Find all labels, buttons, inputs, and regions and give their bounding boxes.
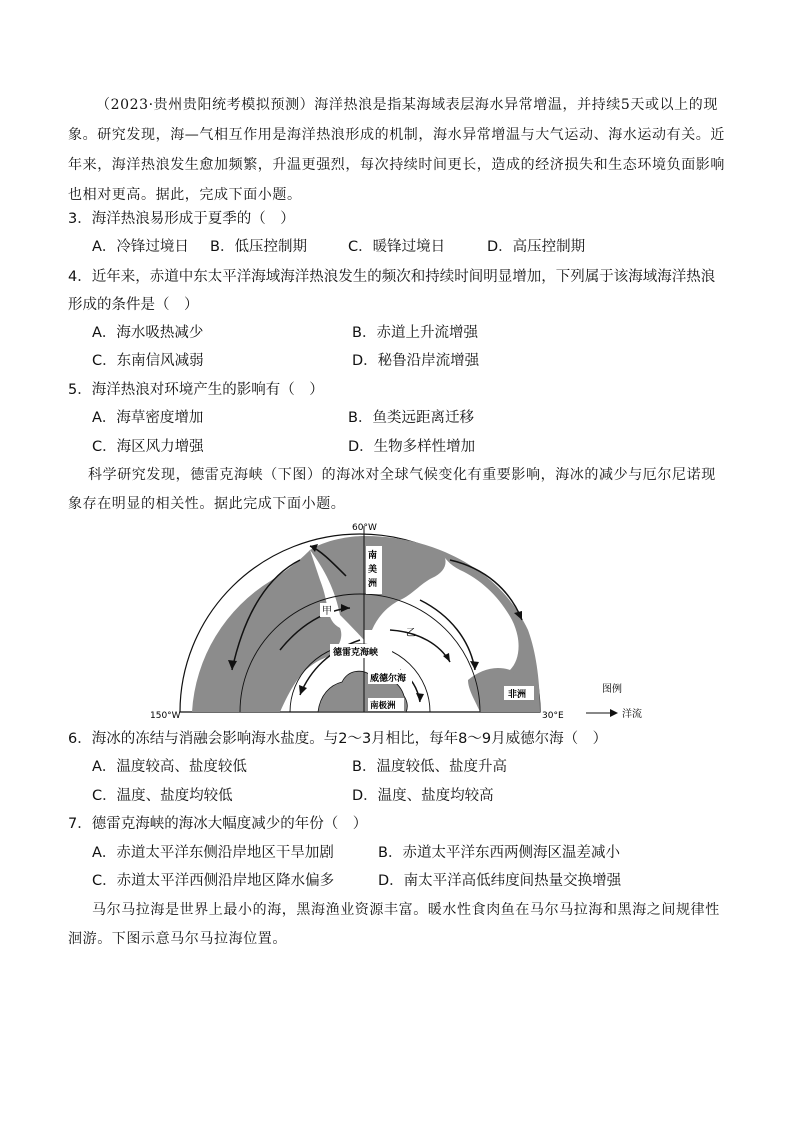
label-south-america-2: 美	[368, 565, 378, 575]
q7-option-d: D．南太平洋高低纬度间热量交换增强	[378, 873, 622, 889]
q3-option-c: C．暖锋过境日	[348, 239, 446, 255]
q5-option-b: B．鱼类远距离迁移	[348, 410, 474, 426]
q6-option-a: A．温度较高、盐度较低	[92, 759, 247, 775]
question-4-stem-line1: 4．近年来，赤道中东太平洋海域海洋热浪发生的频次和持续时间明显增加，下列属于该海域海洋热浪	[68, 269, 716, 285]
q6-option-d: D．温度、盐度均较高	[352, 788, 494, 804]
source-tag: （2023·贵州贵阳统考模拟预测）	[96, 97, 315, 113]
q7-option-a: A．赤道太平洋东侧沿岸地区干旱加剧	[92, 845, 334, 861]
intro-paragraph-1	[68, 90, 728, 210]
legend-arrow-head	[610, 709, 618, 717]
question-5-stem: 5．海洋热浪对环境产生的影响有（ ）	[68, 382, 324, 398]
q3-option-d: D．高压控制期	[487, 239, 586, 255]
label-south-america-1: 南	[368, 551, 378, 561]
intro-paragraph-3	[68, 896, 728, 954]
label-60w: 60°W	[352, 523, 377, 533]
intro-paragraph-2	[68, 461, 728, 519]
label-south-america-3: 洲	[368, 579, 378, 589]
q4-option-a: A．海水吸热减少	[92, 325, 204, 341]
question-3-stem: 3．海洋热浪易形成于夏季的（ ）	[68, 211, 295, 227]
q5-option-a: A．海草密度增加	[92, 410, 204, 426]
map-svg	[150, 520, 670, 720]
drake-passage-map	[150, 520, 670, 720]
label-30e: 30°E	[542, 711, 564, 720]
legend-title: 图例	[602, 684, 622, 695]
q4-option-b: B．赤道上升流增强	[352, 325, 478, 341]
label-africa: 非洲	[508, 690, 527, 700]
q4-option-c: C．东南信风减弱	[92, 353, 204, 369]
question-6-stem: 6．海冰的冻结与消融会影响海水盐度。与2～3月相比，每年8～9月威德尔海（ ）	[68, 731, 608, 747]
label-antarctica: 南极洲	[370, 701, 396, 711]
q4-option-d: D．秘鲁沿岸流增强	[352, 353, 480, 369]
q7-option-c: C．赤道太平洋西侧沿岸地区降水偏多	[92, 873, 335, 889]
label-drake-passage: 德雷克海峡	[333, 648, 379, 658]
label-yi: 乙	[406, 628, 416, 639]
q7-option-b: B．赤道太平洋东西两侧海区温差减小	[378, 845, 620, 861]
question-7-stem: 7．德雷克海峡的海冰大幅度减少的年份（ ）	[68, 816, 368, 832]
label-150w: 150°W	[150, 711, 181, 720]
q3-option-a: A．冷锋过境日	[92, 239, 189, 255]
q6-option-c: C．温度、盐度均较低	[92, 788, 233, 804]
q6-option-b: B．温度较低、盐度升高	[352, 759, 507, 775]
label-jia: 甲	[322, 606, 332, 617]
q5-option-d: D．生物多样性增加	[348, 439, 476, 455]
q3-option-b: B．低压控制期	[210, 239, 307, 255]
question-4-stem-line2: 形成的条件是（ ）	[68, 297, 199, 313]
q5-option-c: C．海区风力增强	[92, 439, 204, 455]
label-weddell-sea: 威德尔海	[370, 674, 407, 684]
intro-text-3: 马尔马拉海是世界上最小的海，黑海渔业资源丰富。暖水性食肉鱼在马尔马拉海和黑海之间规律性洄游。下图示意马尔马拉海位置。	[68, 902, 720, 947]
intro-text-2: 科学研究发现，德雷克海峡（下图）的海冰对全球气候变化有重要影响，海冰的减少与厄尔尼诺现象存在明显的相关性。据此完成下面小题。	[68, 467, 716, 512]
intro-text-1: 海洋热浪是指某海域表层海水异常增温，并持续5天或以上的现象。研究发现，海—气相互作用是海洋热浪形成的机制，海水异常增温与大气运动、海水运动有关。近年来，海洋热浪发生愈加频繁，升温更强烈，每次持续时间更长，造成的经济损失和生态环境负面影响也相对更高。据此，完成下面小题。	[68, 97, 725, 203]
legend-label: 洋流	[622, 709, 642, 720]
